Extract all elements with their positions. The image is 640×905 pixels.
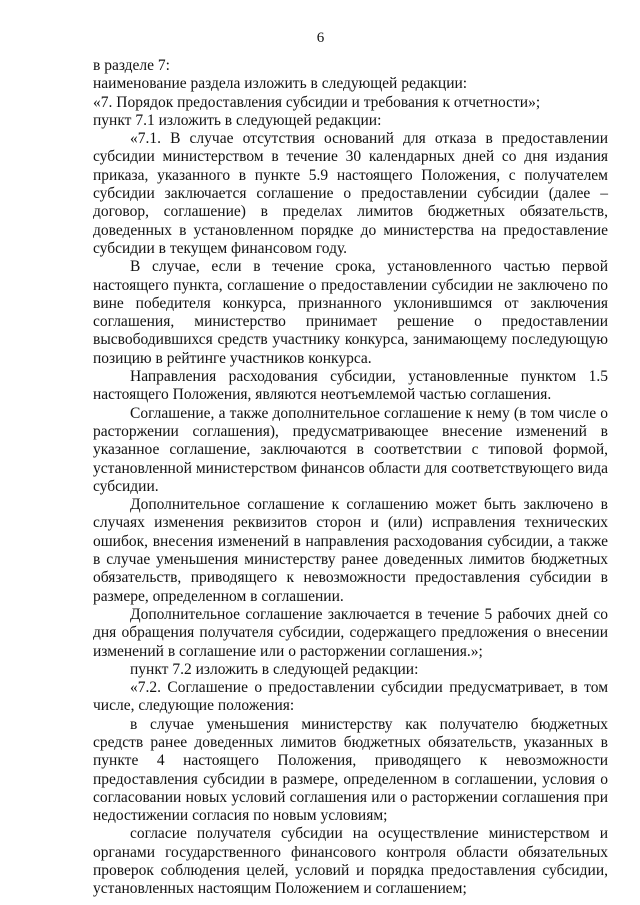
paragraph-point-7-2-item-2: согласие получателя субсидии на осуществление министерством и органами государственного финансового контроля области обязательных проверок соблюдения целей, условий и порядка предоставления субсидии, установленных настоящим Положением и соглашением; (93, 825, 608, 898)
paragraph-section-7: в разделе 7: (93, 57, 170, 74)
page-number: 6 (316, 30, 325, 46)
paragraph-point-7-1: «7.1. В случае отсутствия оснований для отказа в предоставлении субсидии министерством в течение 30 календарных дней со дня издания приказа, указанного в пункте 5.9 настоящего Положения, с получателем субсидии заключается соглашение о предоставлении субсидии (далее – договор, соглашение) в пределах лимитов бюджетных обязательств, доведенных в установленном порядке до министерства на предоставление субсидии в текущем финансовом году. (93, 130, 608, 257)
paragraph-point-7-1-instruction: пункт 7.1 изложить в следующей редакции: (93, 111, 382, 129)
paragraph-point-7-1-part-3: Направления расходования субсидии, установленные пунктом 1.5 настоящего Положения, являются неотъемлемой частью соглашения. (93, 368, 608, 404)
paragraph-point-7-1-part-5: Дополнительное соглашение к соглашению может быть заключено в случаях изменения реквизитов сторон и (или) исправления технических ошибок, внесения изменений в направления расходования субсидии, а также в случае уменьшения министерству ранее доведенных лимитов бюджетных обязательств, приводящего к невозможности предоставления субсидии в размере, определенном в соглашении. (93, 496, 608, 605)
paragraph-section-title: «7. Порядок предоставления субсидии и требования к отчетности»; (93, 93, 541, 111)
paragraph-point-7-1-part-6: Дополнительное соглашение заключается в течение 5 рабочих дней со дня обращения получателя субсидии, содержащего предложения о внесении изменений в соглашение или о расторжении соглашения.»; (93, 605, 608, 660)
paragraph-point-7-1-part-4: Соглашение, а также дополнительное соглашение к нему (в том числе о расторжении соглашения), предусматривающее внесение изменений в указанное соглашение, заключаются в соответствии с типовой формой, установленной министерством финансов области для соответствующего вида субсидии. (93, 404, 608, 495)
paragraph-point-7-2-item-1: в случае уменьшения министерству как получателю бюджетных средств ранее доведенных лимитов бюджетных обязательств, указанных в пункте 4 настоящего Положения, приводящего к невозможности предоставления субсидии в размере, определенном в соглашении, условия о согласовании новых условий соглашения или о расторжении соглашения при недостижении согласия по новым условиям; (93, 715, 608, 825)
paragraph-point-7-2-instruction: пункт 7.2 изложить в следующей редакции: (130, 660, 419, 678)
paragraph-section-title-instruction: наименование раздела изложить в следующей редакции: (93, 75, 468, 93)
paragraph-point-7-1-part-2: В случае, если в течение срока, установленного частью первой настоящего пункта, соглашение о предоставлении субсидии не заключено по вине победителя конкурса, признанного уклонившимся от заключения соглашения, министерство принимает решение о предоставлении высвободившихся средств участнику конкурса, занимающему последующую позицию в рейтинге участников конкурса. (93, 258, 608, 367)
paragraph-point-7-2: «7.2. Соглашение о предоставлении субсидии предусматривает, в том числе, следующие положения: (93, 679, 608, 715)
